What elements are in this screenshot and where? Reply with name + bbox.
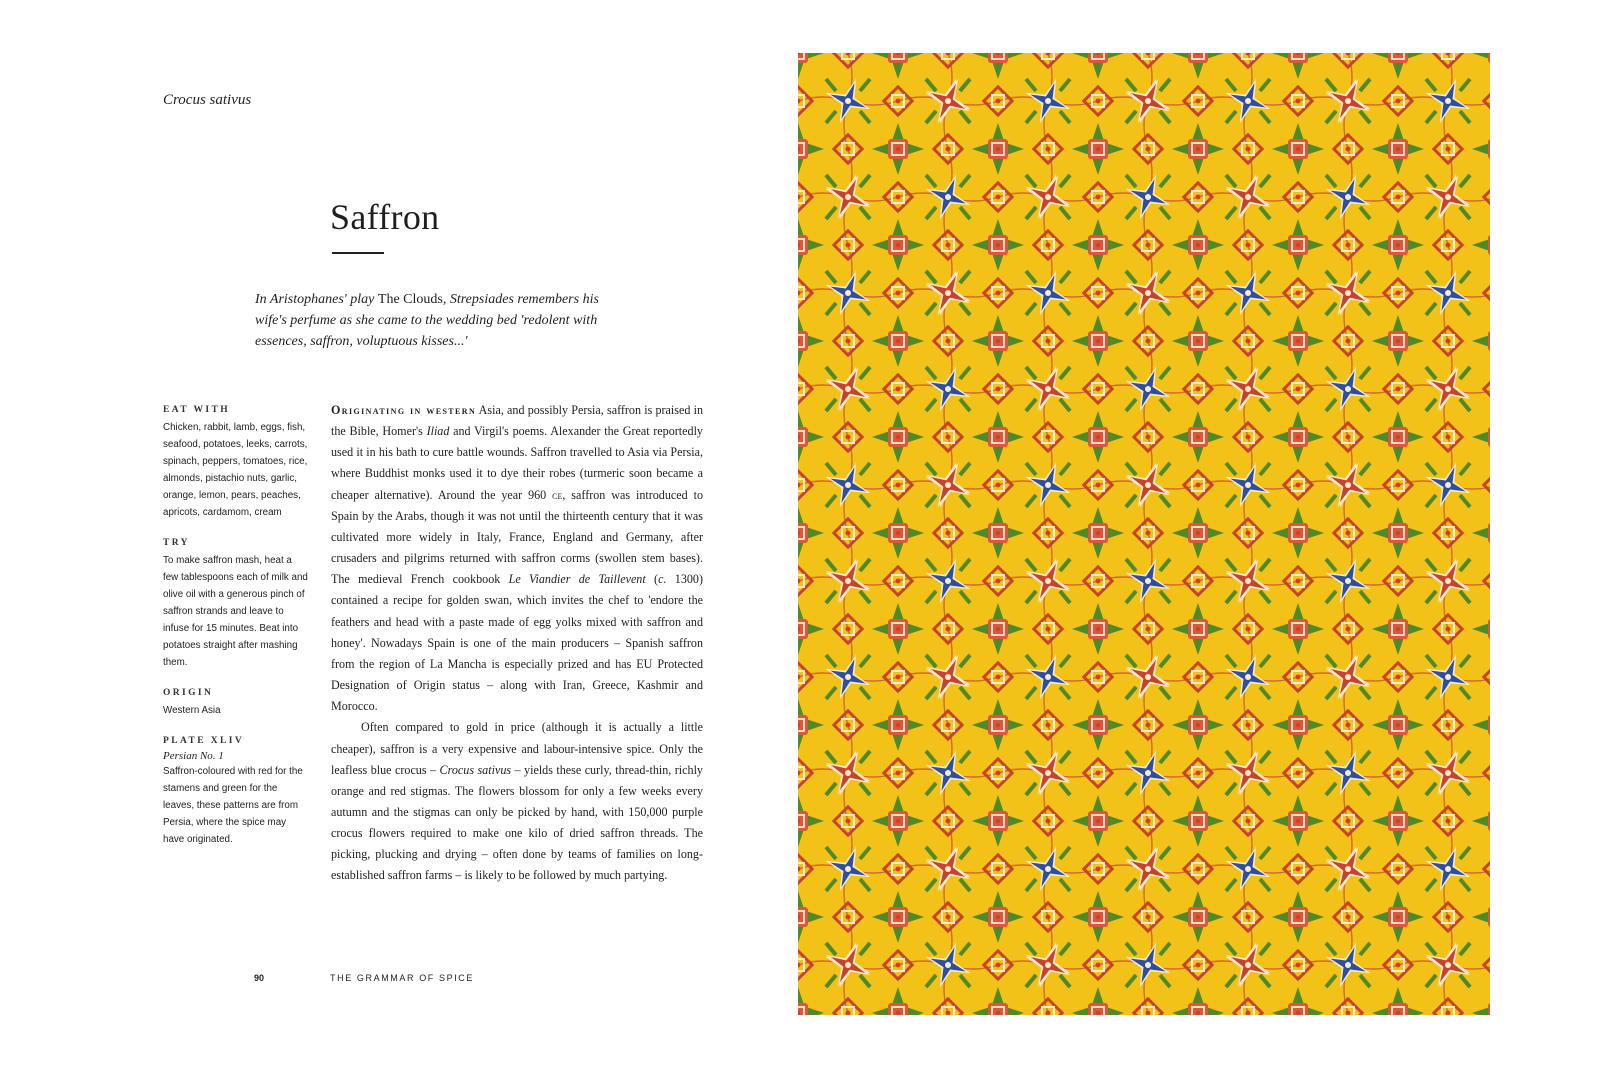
running-footer: THE GRAMMAR OF SPICE <box>330 973 475 983</box>
latin-name: Crocus sativus <box>163 92 252 108</box>
epigraph-quote <box>255 289 615 352</box>
body-text-span: 1300) contained a recipe for golden swan, which invites the chef to 'endore the feathers and head with a paste made of egg yolks mixed with saffron and honey'. Nowadays Spain is one of the main producers – Spanish saffron from the region of La Mancha is especially prized and has EU Protected Designation of Origin status – along with Iran, Greece, Kashmir and Morocco. <box>331 572 704 714</box>
body-text-span: Asia, and possibly Persia, saffron is praised in the Bible, Homer's <box>331 403 704 439</box>
body-paragraph-1 <box>331 400 703 717</box>
plate-name: Persian No. 1 <box>163 750 224 762</box>
body-paragraph-2 <box>331 717 703 886</box>
origin-label: ORIGIN <box>163 688 214 698</box>
title-rule <box>332 252 384 254</box>
plate-label: PLATE XLIV <box>163 736 245 746</box>
origin-text: Western Asia <box>163 705 221 716</box>
body-text-span: – yields these curly, thread-thin, richly orange and red stigmas. The flowers blossom for only a few weeks every autumn and the stigmas can only be picked by hand, with 150,000 purple crocus flowers required to make one kilo of dried saffron threads. The picking, plucking and drying – often done by teams of families on long-established saffron farms – is likely to be followed by much partying. <box>331 762 703 883</box>
quote-text-before: In Aristophanes' play <box>255 292 378 307</box>
left-page <box>0 0 780 1067</box>
body-text-span: Often compared to gold in price (although it is actually a little cheaper), saffron is a very expensive and labour-intensive spice. Only the leafless blue crocus – <box>331 720 703 777</box>
page-title: Saffron <box>330 197 440 237</box>
italic-abbreviation: c. <box>658 572 667 587</box>
try-text: To make saffron mash, heat a few tablespoons each of milk and olive oil with a generous pinch of saffron strands and leave to infuse for 15 minutes. Beat into potatoes straight after mashing them. <box>163 555 308 668</box>
eat-with-text: Chicken, rabbit, lamb, eggs, fish, seafood, potatoes, leeks, carrots, spinach, peppers, tomatoes, rice, almonds, pistachio nuts, garlic, orange, lemon, pears, peaches, apricots, cardamom, cream <box>163 422 308 518</box>
plate-text: Saffron-coloured with red for the stamens and green for the leaves, these patterns are from Persia, where the spice may have originated. <box>163 766 303 845</box>
page-number: 90 <box>254 973 265 983</box>
italic-title: Iliad <box>426 424 450 439</box>
try-label: TRY <box>163 538 190 548</box>
pattern-plate <box>798 53 1490 1015</box>
quote-text-after: , Strepsiades remembers his wife's perfume as she came to the wedding bed 'redolent with essences, saffron, voluptuous kisses...' <box>255 292 599 349</box>
body-text-span: , saffron was introduced to Spain by the Arabs, though it was not until the thirteenth century that it was cultivated more widely in Italy, France, England and Germany, after crusaders and pilgrims returned with saffron corms (swollen stem bases). The medieval French cookbook <box>331 487 703 587</box>
sidebar <box>163 405 308 865</box>
lead-in: Originating in western <box>331 403 477 417</box>
era-abbreviation: ce <box>552 487 563 502</box>
italic-species: Crocus sativus <box>439 762 512 777</box>
body-text-span: ( <box>645 572 659 587</box>
persian-pattern-image <box>798 53 1490 1015</box>
body-text <box>331 400 703 887</box>
quote-play-title: The Clouds <box>377 292 443 307</box>
italic-title: Le Viandier de Taillevent <box>508 572 646 587</box>
body-text-span: and Virgil's poems. Alexander the Great reportedly used it in his bath to cure battle wounds. Saffron travelled to Asia via Persia, where Buddhist monks used it to dye their robes (turmeric soon became a cheaper alternative). Around the year 960 <box>331 424 703 502</box>
eat-with-label: EAT WITH <box>163 405 230 415</box>
